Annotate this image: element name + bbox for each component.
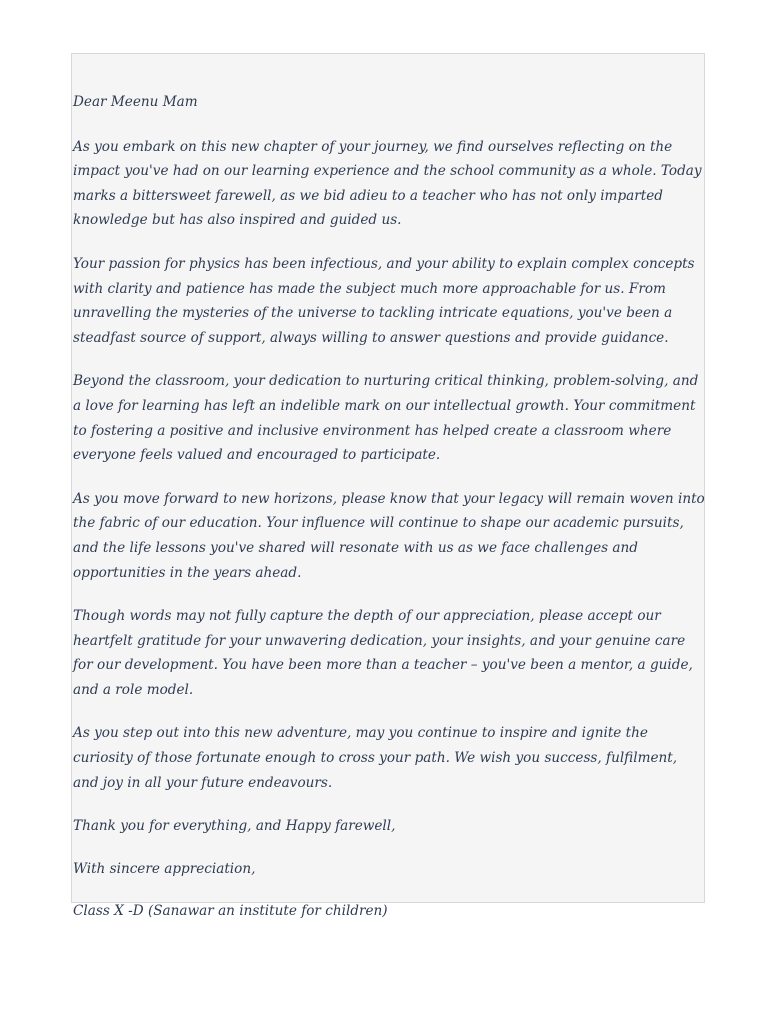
signature: Class X -D (Sanawar an institute for children) [73,903,388,920]
paragraph-5: Though words may not fully capture the depth of our appreciation, please accept our heartfelt gratitude for your unwavering dedication, your insights, and your genuine care for our development. You have been more than a teacher – you've been a mentor, a guide, and a role model. [73,608,693,698]
salutation: Dear Meenu Mam [73,94,198,110]
paragraph-2: Your passion for physics has been infectious, and your ability to explain complex concepts with clarity and patience has made the subject much more approachable for us. From unravelling the mysteries of the universe to tackling intricate equations, you've been a steadfast source of support, always willing to answer questions and provide guidance. [73,255,695,346]
paragraph-3: Beyond the classroom, your dedication to nurturing critical thinking, problem-solving, and a love for learning has left an indelible mark on our intellectual growth. Your commitment to fostering a positive and inclusive environment has helped create a classroom where everyone feels valued and encouraged to participate. [73,373,699,464]
valediction: With sincere appreciation, [73,860,256,877]
paragraph-1: As you embark on this new chapter of your journey, we find ourselves reflecting on the impact you've had on our learning experience and the school community as a whole. Today marks a bittersweet farewell, as we bid adieu to a teacher who has not only imparted knowledge but has also inspired and guided us. [73,138,702,229]
thanks-line: Thank you for everything, and Happy farewell, [73,818,396,835]
letter-body [73,90,705,942]
paragraph-6: As you step out into this new adventure, may you continue to inspire and ignite the curiosity of those fortunate enough to cross your path. We wish you success, fulfilment, and joy in all your future endeavours. [73,725,678,791]
paragraph-4: As you move forward to new horizons, please know that your legacy will remain woven into the fabric of our education. Your influence will continue to shape our academic pursuits, and the life lessons you've shared will resonate with us as we face challenges and opportunities in the years ahead. [73,490,705,581]
